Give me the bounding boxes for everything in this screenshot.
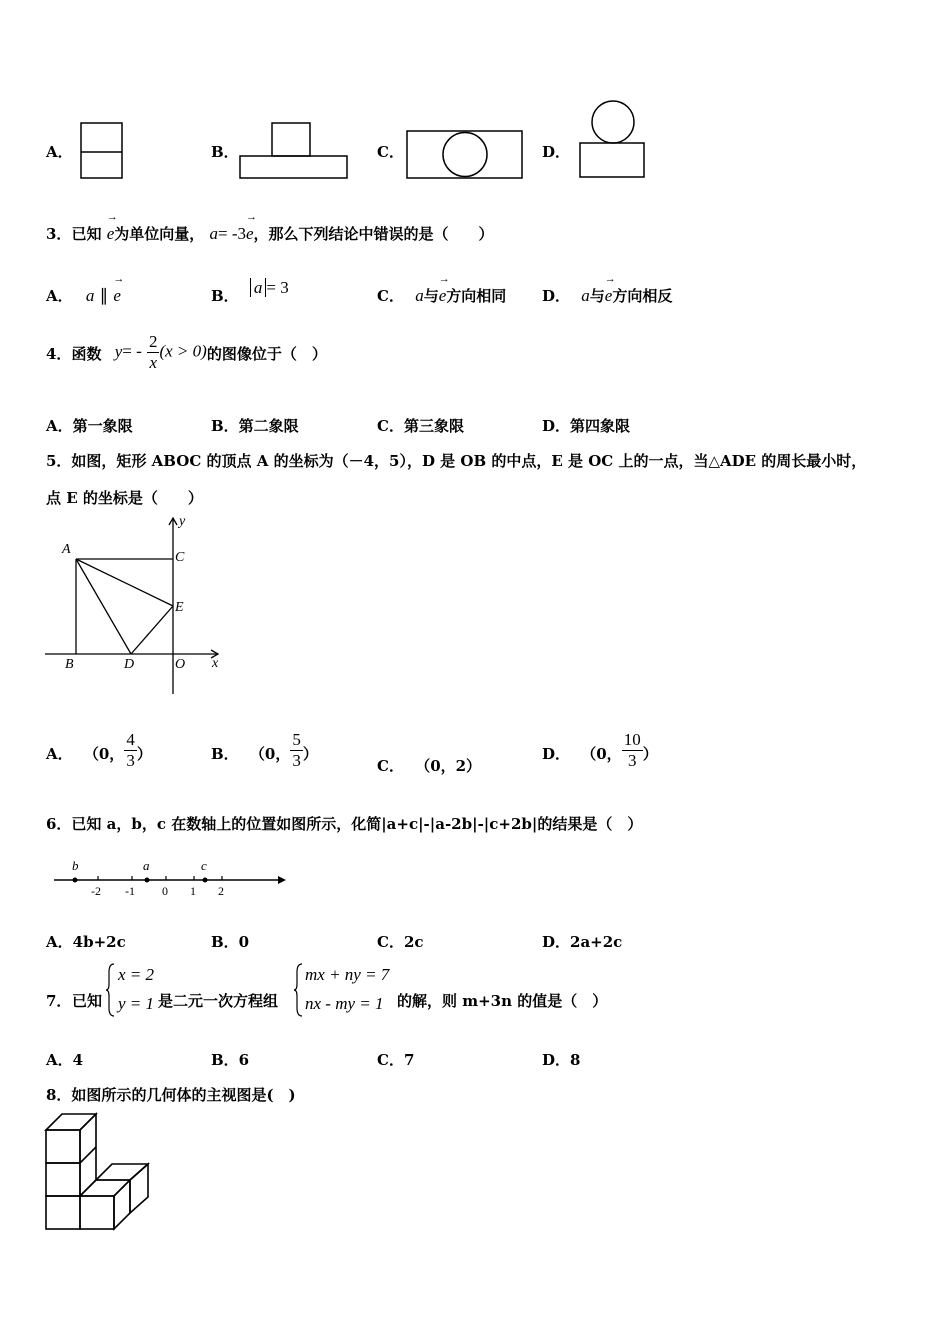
- q5-option-a-numerator: 4: [126, 730, 135, 749]
- q5-stem-line-2: 点 E 的坐标是（ ）: [46, 489, 203, 507]
- q6-label-c: c: [201, 858, 207, 873]
- q5-label-c: C: [175, 550, 185, 565]
- q3-option-a-vector-e: → e: [113, 286, 121, 306]
- q5-option-d-denominator: 3: [627, 751, 637, 770]
- q3-option-b-var: a: [253, 278, 263, 297]
- q5-option-a-pre: （0，: [83, 744, 125, 763]
- q5-segment-ad: [76, 559, 131, 654]
- q5-segment-ae: [76, 559, 173, 606]
- q3-option-c-label: C．: [377, 287, 404, 305]
- q5-option-b[interactable]: [211, 730, 318, 771]
- q5-label-d: D: [124, 657, 135, 672]
- q2-option-c-label[interactable]: C．: [377, 143, 404, 161]
- q5-option-d-fraction: [622, 730, 643, 771]
- q7-text-3: 的解，则 m+3n 的值是（ ）: [397, 992, 608, 1010]
- q5-option-d-label: D．: [542, 744, 571, 763]
- q6-option-b[interactable]: B．0: [211, 933, 250, 951]
- q3-vector-e: → e: [107, 224, 115, 244]
- q3-option-c[interactable]: [377, 285, 506, 306]
- q3-option-a-parallel: ∥: [99, 286, 109, 305]
- q5-figure: [40, 512, 230, 697]
- q3-vector-e-2: → e: [246, 224, 254, 244]
- q6-axis-arrow: [278, 876, 286, 884]
- q5-option-c[interactable]: [377, 755, 481, 776]
- q5-label-o: O: [175, 657, 186, 672]
- q4-option-b[interactable]: B．第二象限: [211, 417, 299, 435]
- q4-text-2: 的图像位于（ ）: [206, 344, 327, 363]
- q3-option-d-label: D．: [542, 287, 571, 305]
- q6-tick-label-minus-2: -2: [91, 884, 101, 898]
- q5-option-b-numerator: 5: [292, 730, 301, 749]
- q7-system-2-line-1: mx + ny = 7: [305, 965, 390, 984]
- q2-option-d-figure[interactable]: [578, 100, 646, 180]
- q5-option-b-label: B．: [211, 744, 239, 763]
- q7-system-1-line-2: y = 1: [118, 994, 155, 1013]
- q7-brace-2: [294, 962, 304, 1018]
- q4-var-y: y: [114, 341, 123, 361]
- q5-option-b-pre: （0，: [249, 744, 291, 763]
- q8-solid-figure: [44, 1110, 156, 1234]
- q3-equals: = -3: [217, 224, 246, 243]
- q3-option-a-var: a: [85, 286, 95, 305]
- q5-label-e: E: [175, 600, 184, 615]
- q7-system-2-line-2: nx - my = 1: [305, 994, 384, 1013]
- q5-option-a-post: ）: [136, 744, 152, 763]
- q5-label-y: y: [179, 514, 186, 529]
- q7-text-1: 已知: [72, 992, 103, 1010]
- q6-label-b: b: [72, 858, 79, 873]
- q7-option-a[interactable]: A．4: [46, 1051, 84, 1069]
- q6-label-a: a: [143, 858, 150, 873]
- q6-point-b: [73, 878, 78, 883]
- q5-option-a-denominator: 3: [126, 751, 135, 770]
- q7-option-b[interactable]: B．6: [211, 1051, 250, 1069]
- q3-option-b[interactable]: [211, 277, 289, 305]
- q3-option-d-mid: 与: [589, 287, 605, 305]
- q3-option-b-value: = 3: [266, 278, 289, 297]
- q5-option-d-numerator: 10: [623, 730, 641, 749]
- q6-tick-label-minus-1: -1: [125, 884, 135, 898]
- q6-tick-label-2: 2: [218, 884, 224, 898]
- q3-number: 3．: [46, 225, 72, 243]
- q7-brace-1: [106, 962, 116, 1018]
- q2-option-b-label[interactable]: B．: [211, 143, 239, 161]
- q6-point-c: [203, 878, 208, 883]
- q5-option-a-label: A．: [46, 744, 73, 763]
- q5-option-a-fraction: [124, 730, 137, 771]
- q3-option-d-var: a: [581, 286, 590, 305]
- q3-option-c-vector-e: → e: [439, 286, 447, 306]
- q4-condition: (x > 0): [159, 341, 207, 361]
- q5-option-b-post: ）: [302, 744, 318, 763]
- q4-option-a[interactable]: A．第一象限: [46, 417, 133, 435]
- q6-option-d[interactable]: D．2a+2c: [542, 933, 623, 951]
- q3-option-b-abs: [250, 278, 267, 297]
- q5-stem-line-1: 5．如图，矩形 ABOC 的顶点 A 的坐标为（－4，5），D 是 OB 的中点，E 是 OC 上的一点，当△ADE 的周长最小时，: [46, 452, 867, 470]
- q6-option-c[interactable]: C．2c: [377, 933, 424, 951]
- q7-option-c[interactable]: C．7: [377, 1051, 415, 1069]
- q7-text-2: 是二元一次方程组: [158, 992, 279, 1010]
- q7-number: 7．: [46, 992, 72, 1010]
- q3-option-b-label: B．: [211, 287, 239, 305]
- q5-option-b-fraction: [290, 730, 303, 771]
- q6-tick-label-0: 0: [162, 884, 168, 898]
- q4-text-1: 函数: [71, 344, 102, 363]
- q6-number-line: [52, 855, 287, 900]
- q4-stem: [46, 332, 327, 373]
- q2-option-b-figure[interactable]: [239, 122, 349, 180]
- q3-option-c-mid: 与: [423, 287, 439, 305]
- q3-text-2: 为单位向量，: [114, 225, 205, 243]
- q4-fraction: [147, 332, 160, 373]
- q4-equals: = -: [122, 341, 142, 361]
- q4-fraction-denominator: x: [149, 353, 157, 372]
- q3-option-d-text: 方向相反: [612, 287, 673, 305]
- q5-label-a: A: [62, 542, 71, 557]
- q2-option-a-figure[interactable]: [80, 122, 124, 180]
- q3-text-3: ，那么下列结论中错误的是（ ）: [253, 225, 494, 243]
- q4-option-c[interactable]: C．第三象限: [377, 417, 464, 435]
- q4-number: 4．: [46, 344, 72, 363]
- q5-option-b-denominator: 3: [292, 751, 301, 770]
- q3-option-a[interactable]: [46, 285, 121, 306]
- q2-option-c-figure[interactable]: [406, 130, 524, 180]
- q5-option-d-pre: （0，: [581, 744, 622, 763]
- q5-segment-de: [131, 606, 173, 654]
- q7-system-1-line-1: x = 2: [118, 965, 155, 984]
- q6-tick-label-1: 1: [190, 884, 196, 898]
- q4-fraction-numerator: 2: [148, 332, 158, 351]
- q8-stem: 8．如图所示的几何体的主视图是( ): [46, 1086, 296, 1104]
- q5-label-x: x: [212, 656, 219, 671]
- q5-option-d[interactable]: [542, 730, 658, 771]
- q6-stem: 6．已知 a，b，c 在数轴上的位置如图所示，化简|a+c|-|a-2b|-|c+2b|的结果是（ ）: [46, 815, 643, 833]
- q3-option-a-label: A．: [46, 287, 73, 305]
- q5-option-d-post: ）: [642, 744, 658, 763]
- q3-option-d[interactable]: [542, 285, 672, 306]
- q2-option-d-label[interactable]: D．: [542, 143, 571, 161]
- q3-var-a: a: [209, 224, 218, 243]
- q6-option-a[interactable]: A．4b+2c: [46, 933, 126, 951]
- q5-option-c-label: C．: [377, 757, 404, 775]
- q3-text-1: 已知: [71, 225, 102, 243]
- q3-option-c-text: 方向相同: [446, 287, 507, 305]
- q5-label-b: B: [65, 657, 74, 672]
- q7-option-d[interactable]: D．8: [542, 1051, 581, 1069]
- q4-option-d[interactable]: D．第四象限: [542, 417, 631, 435]
- q3-stem: [46, 223, 494, 244]
- q6-point-a: [145, 878, 150, 883]
- q5-option-c-text: （0，2）: [415, 757, 482, 775]
- q5-option-a[interactable]: [46, 730, 152, 771]
- q2-option-a-label[interactable]: A．: [46, 143, 73, 161]
- q3-option-c-var: a: [415, 286, 424, 305]
- q3-option-d-vector-e: → e: [605, 286, 613, 306]
